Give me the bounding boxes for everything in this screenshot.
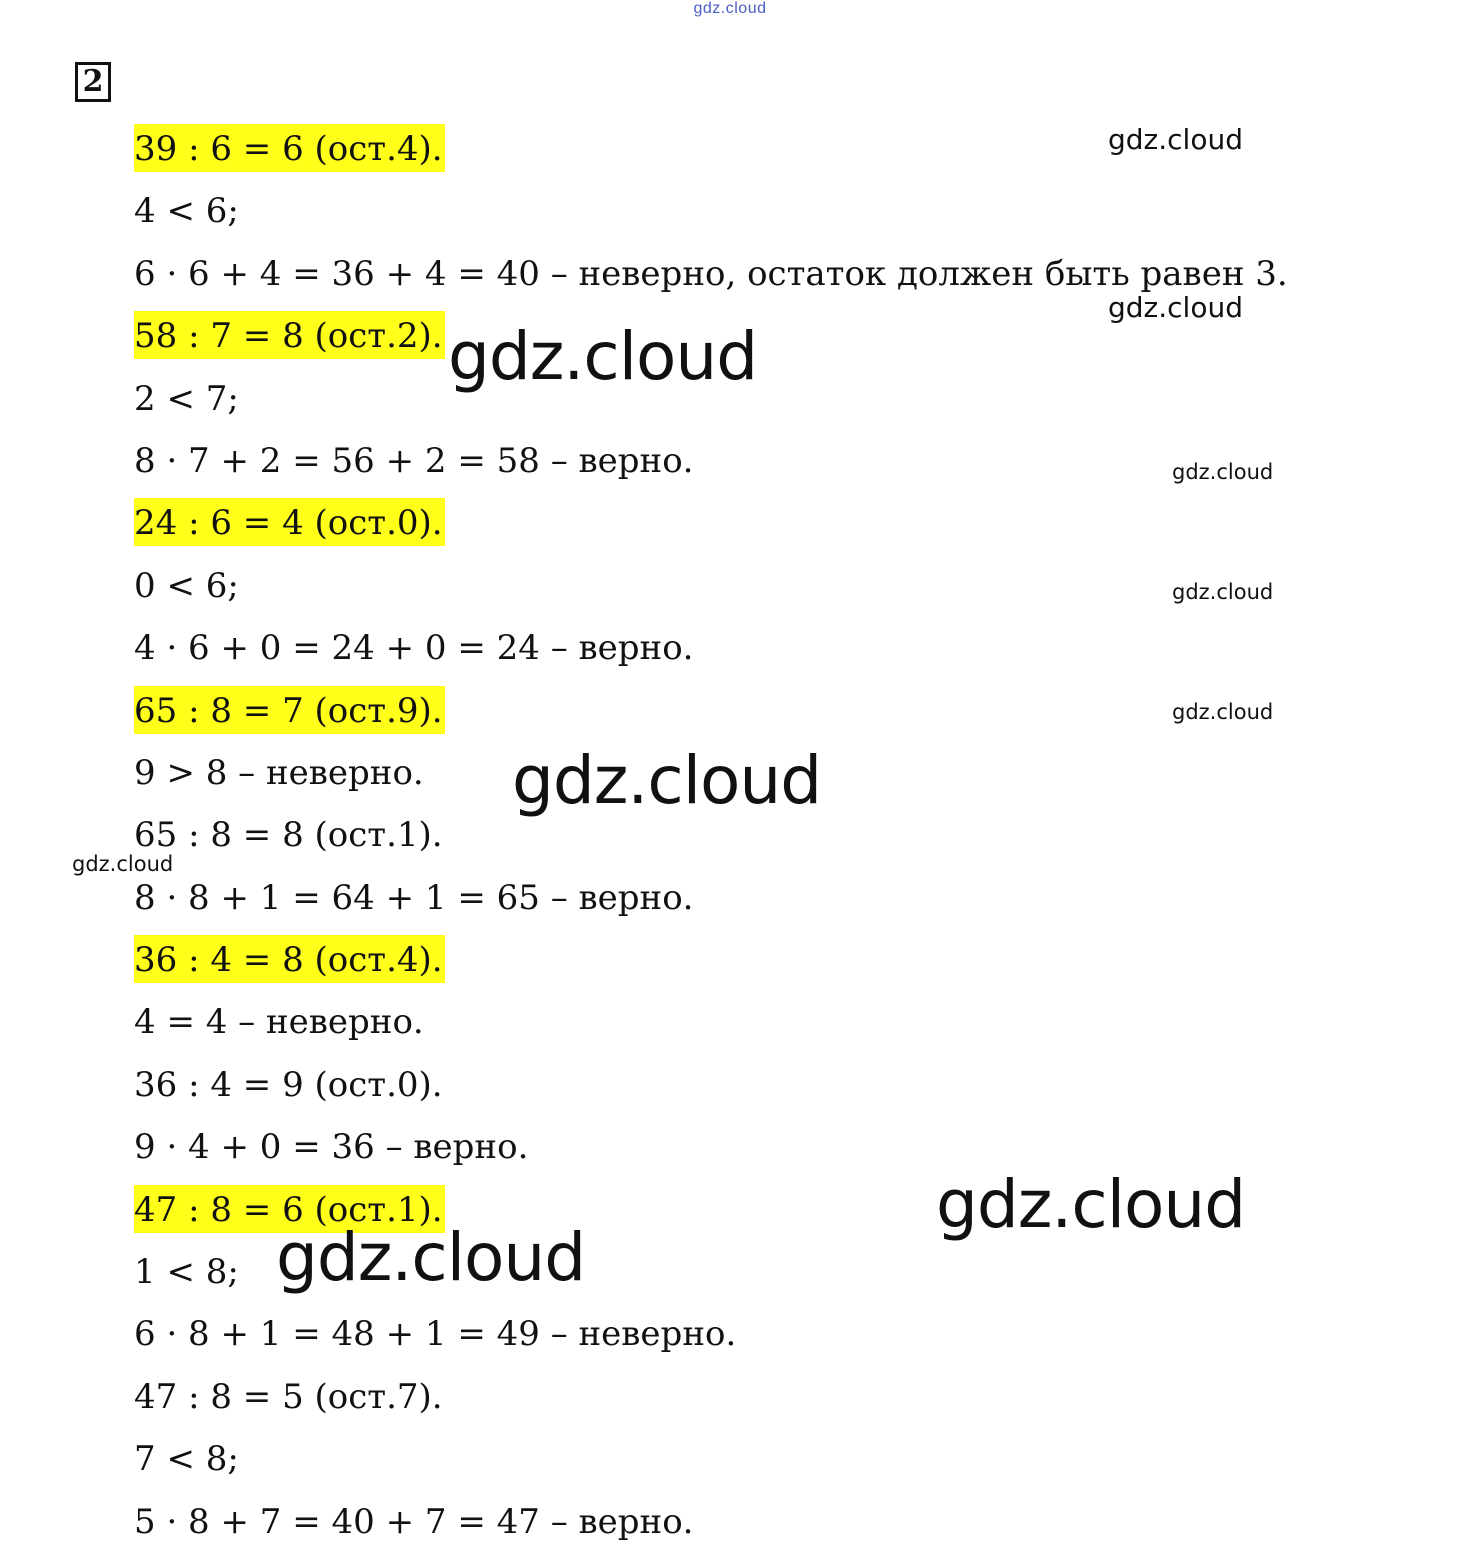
watermark: gdz.cloud	[1172, 700, 1274, 724]
watermark: gdz.cloud	[276, 1219, 586, 1296]
watermark: gdz.cloud	[448, 318, 758, 395]
line-text: 4 · 6 + 0 = 24 + 0 = 24 – верно.	[134, 628, 694, 669]
watermark: gdz.cloud	[936, 1166, 1246, 1243]
line-text: 6 · 6 + 4 = 36 + 4 = 40 – неверно, остаток должен быть равен 3.	[134, 253, 1288, 294]
line-text: 36 : 4 = 8 (ост.4).	[134, 935, 445, 983]
solution-line	[134, 1308, 1290, 1370]
line-text: 24 : 6 = 4 (ост.0).	[134, 498, 445, 546]
watermark: gdz.cloud	[1108, 291, 1243, 324]
solution-line-highlighted	[134, 934, 1290, 996]
solution-line	[134, 1496, 1290, 1558]
line-text: 5 · 8 + 7 = 40 + 7 = 47 – верно.	[134, 1501, 694, 1542]
solution-line	[134, 435, 1290, 497]
watermark: gdz.cloud	[1172, 460, 1274, 484]
line-text: 47 : 8 = 5 (ост.7).	[134, 1376, 443, 1417]
watermark: gdz.cloud	[1172, 580, 1274, 604]
solution-line-highlighted	[134, 685, 1290, 747]
line-text: 8 · 8 + 1 = 64 + 1 = 65 – верно.	[134, 877, 694, 918]
task-number-badge: 2	[75, 62, 111, 102]
solution-line	[134, 1059, 1290, 1121]
solution-line	[134, 1371, 1290, 1433]
line-text: 65 : 8 = 8 (ост.1).	[134, 815, 443, 856]
solution-line	[134, 185, 1290, 247]
solution-line	[134, 996, 1290, 1058]
line-text: 1 < 8;	[134, 1252, 239, 1293]
line-text: 9 > 8 – неверно.	[134, 752, 424, 793]
line-text: 0 < 6;	[134, 565, 239, 606]
solution-line	[134, 560, 1290, 622]
watermark: gdz.cloud	[1108, 123, 1243, 156]
line-text: 8 · 7 + 2 = 56 + 2 = 58 – верно.	[134, 440, 694, 481]
line-text: 36 : 4 = 9 (ост.0).	[134, 1064, 443, 1105]
solution-line	[134, 872, 1290, 934]
line-text: 6 · 8 + 1 = 48 + 1 = 49 – неверно.	[134, 1314, 737, 1355]
line-text: 9 · 4 + 0 = 36 – верно.	[134, 1127, 529, 1168]
header-watermark: gdz.cloud	[693, 0, 767, 17]
line-text: 47 : 8 = 6 (ост.1).	[134, 1185, 445, 1233]
watermark: gdz.cloud	[72, 852, 174, 876]
line-text: 7 < 8;	[134, 1439, 239, 1480]
line-text: 39 : 6 = 6 (ост.4).	[134, 124, 445, 172]
line-text: 4 < 6;	[134, 191, 239, 232]
solution-line	[134, 622, 1290, 684]
line-text: 4 = 4 – неверно.	[134, 1002, 424, 1043]
watermark: gdz.cloud	[512, 742, 822, 819]
solution-line	[134, 1433, 1290, 1495]
line-text: 65 : 8 = 7 (ост.9).	[134, 686, 445, 734]
solution-line-highlighted	[134, 497, 1290, 559]
line-text: 2 < 7;	[134, 378, 239, 419]
line-text: 58 : 7 = 8 (ост.2).	[134, 311, 445, 359]
